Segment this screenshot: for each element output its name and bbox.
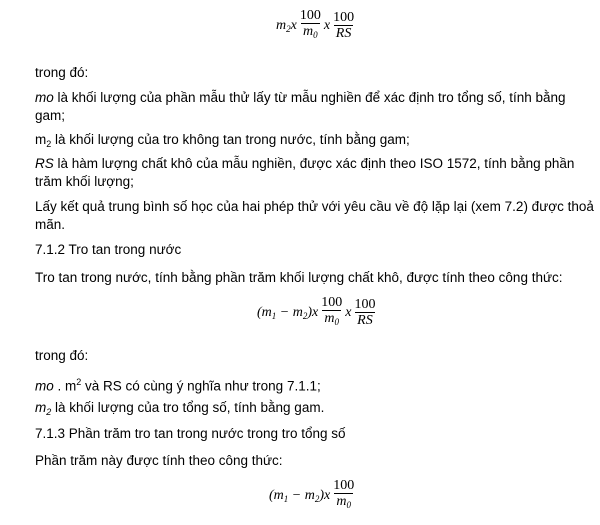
formula-1-num-2: 100 xyxy=(333,10,355,25)
average-note: Lấy kết quả trung bình số học của hai phép thử với yêu cầu về độ lặp lại (xem 7.2) được thoả mãn. xyxy=(35,199,594,232)
where-label-1: trong đó: xyxy=(35,65,89,80)
formula-2-num-1: 100 xyxy=(321,295,343,310)
formula-2-fraction-1 xyxy=(319,295,344,330)
paragraph-7-1-2: Tro tan trong nước, tính bằng phần trăm khối lượng chất khô, được tính theo công thức: xyxy=(35,270,563,285)
formula-2-den-2: RS xyxy=(357,313,373,328)
formula-1-times: x xyxy=(290,17,297,33)
m2-total-symbol: $m_2$ xyxy=(35,400,52,417)
formula-1-m: $m_2$ xyxy=(276,17,291,34)
mo-description: là khối lượng của phần mẫu thử lấy từ mẫu nghiền để xác định tro tổng số, tính bằng gam; xyxy=(35,90,566,123)
formula-3-paren: $(m_1 - m_2)x$ xyxy=(269,487,331,504)
rs-description: là hàm lượng chất khô của mẫu nghiền, được xác định theo ISO 1572, tính bằng phần trăm khối lượng; xyxy=(35,156,575,189)
formula-2-fraction-2 xyxy=(352,297,377,328)
m2-symbol: $m_2$ xyxy=(35,132,52,149)
m2-description: là khối lượng của tro không tan trong nước, tính bằng gam; xyxy=(51,132,410,147)
definition-mo-2: mo . $m^2$ và RS có cùng ý nghĩa như trong 7.1.1; xyxy=(35,377,321,394)
heading-7-1-2: 7.1.2 Tro tan trong nước xyxy=(35,242,182,257)
rs-symbol: RS xyxy=(35,156,54,171)
formula-1-den-1: $m_0$ xyxy=(301,23,320,43)
definition-rs xyxy=(35,155,595,191)
formula-1-fraction-2 xyxy=(331,10,356,41)
formula-1-fraction-1 xyxy=(298,8,323,43)
formula-1-num-1: 100 xyxy=(299,8,321,23)
formula-3-den-1: $m_0$ xyxy=(334,493,353,513)
where-label-2: trong đó: xyxy=(35,348,89,363)
formula-1-den-2: RS xyxy=(335,26,352,41)
formula-2-den-1: $m_0$ xyxy=(322,310,341,330)
paragraph-7-1-3: Phần trăm này được tính theo công thức: xyxy=(35,453,283,468)
definition-mo xyxy=(35,89,595,125)
heading-7-1-3: 7.1.3 Phần trăm tro tan trong nước trong tro tổng số xyxy=(35,426,346,441)
formula-2-times-2: x xyxy=(345,304,352,320)
formula-3-num-1: 100 xyxy=(333,478,355,493)
definition-m2 xyxy=(35,131,410,153)
formula-1-times-2: x xyxy=(323,17,331,33)
definition-m2-total: $m_2$ là khối lượng của tro tổng số, tính bằng gam. xyxy=(35,400,325,417)
formula-2-paren: $(m_1 - m_2)x$ xyxy=(257,304,319,321)
formula-2-num-2: 100 xyxy=(354,297,376,312)
mo-symbol: mo xyxy=(35,90,54,105)
formula-3-fraction-1 xyxy=(331,478,356,513)
mo-2-symbol: mo xyxy=(35,378,54,394)
formula-1 xyxy=(276,8,357,43)
formula-2 xyxy=(257,295,378,330)
formula-3 xyxy=(269,478,357,513)
